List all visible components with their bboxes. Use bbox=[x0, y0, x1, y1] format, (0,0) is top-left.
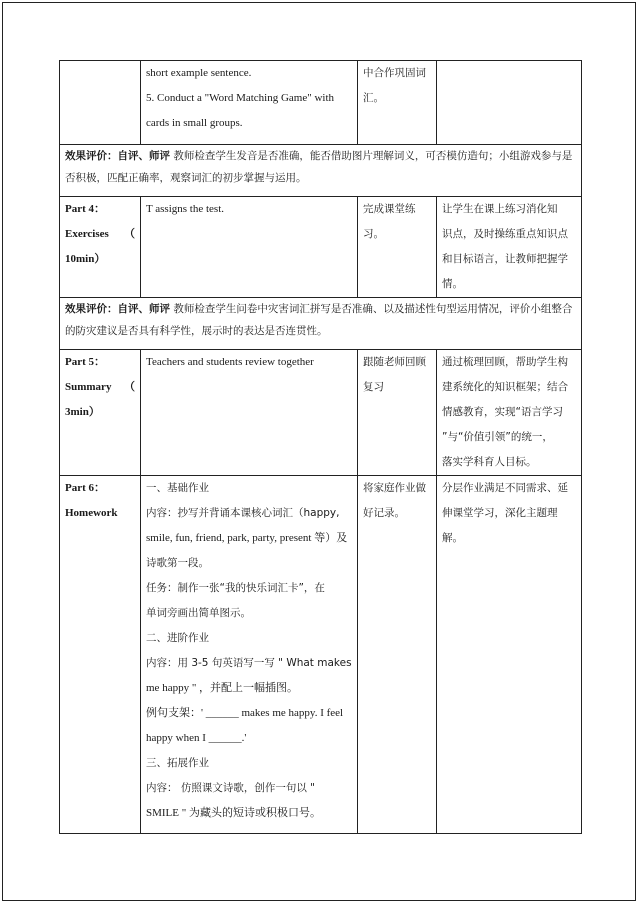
purpose-line: 解。 bbox=[442, 532, 463, 544]
part-number: Part 6： bbox=[65, 482, 106, 494]
part-cell-empty bbox=[60, 61, 141, 145]
purpose-cell bbox=[437, 476, 582, 834]
student-cell bbox=[358, 476, 437, 834]
purpose-line: 伸课堂学习，深化主题理 bbox=[442, 507, 558, 519]
activity-line: 内容： 仿照课文诗歌，创作一句以 " bbox=[146, 782, 316, 794]
table-row-part-4 bbox=[60, 197, 582, 298]
activity-line: me happy " ，并配上一幅插图。 bbox=[146, 682, 299, 694]
student-line: 复习 bbox=[363, 381, 384, 393]
purpose-line: ”与“价值引领”的统一， bbox=[442, 431, 553, 443]
purpose-line: 落实学科育人目标。 bbox=[442, 456, 537, 468]
evaluation-cell bbox=[60, 145, 582, 197]
purpose-line: 识点，及时操练重点知识点 bbox=[442, 228, 568, 240]
activity-cell bbox=[141, 476, 358, 834]
student-line: 将家庭作业做 bbox=[363, 482, 426, 494]
purpose-cell bbox=[437, 61, 582, 145]
part-duration: 3min） bbox=[65, 406, 100, 418]
part-name: Homework bbox=[65, 507, 118, 519]
activity-line: 任务：制作一张“我的快乐词汇卡”，在 bbox=[146, 582, 325, 594]
student-line: 中合作巩固词 bbox=[363, 67, 426, 79]
activity-line: 内容：用 3-5 句英语写一写 " What makes bbox=[146, 657, 352, 669]
part-name-row bbox=[65, 222, 135, 247]
purpose-cell bbox=[437, 197, 582, 298]
evaluation-text: 教师检查学生问卷中灾害词汇拼写是否准确、以及描述性句型运用情况，评价小组整合的防灾建议是否具有科学性，展示时的表达是否连贯性。 bbox=[65, 303, 573, 337]
activity-line: cards in small groups. bbox=[146, 117, 243, 129]
activity-line: SMILE " 为藏头的短诗或积极口号。 bbox=[146, 807, 321, 819]
part-paren: （ bbox=[124, 228, 135, 240]
student-cell bbox=[358, 61, 437, 145]
part-name-row bbox=[65, 375, 135, 400]
purpose-cell bbox=[437, 350, 582, 476]
student-line: 习。 bbox=[363, 228, 384, 240]
purpose-line: 通过梳理回顾，帮助学生构 bbox=[442, 356, 568, 368]
activity-line: 诗歌第一段。 bbox=[146, 557, 209, 569]
student-line: 完成课堂练 bbox=[363, 203, 416, 215]
activity-line: 5. Conduct a "Word Matching Game" with bbox=[146, 92, 335, 104]
part-number: Part 5： bbox=[65, 356, 106, 368]
part-name: Summary bbox=[65, 381, 112, 393]
purpose-line: 情感教育，实现“语言学习 bbox=[442, 406, 563, 418]
student-line: 好记录。 bbox=[363, 507, 405, 519]
purpose-line: 分层作业满足不同需求、延 bbox=[442, 482, 568, 494]
part-cell bbox=[60, 197, 141, 298]
student-cell bbox=[358, 350, 437, 476]
part-paren: （ bbox=[124, 381, 135, 393]
purpose-line: 和目标语言，让教师把握学 bbox=[442, 253, 568, 265]
student-line: 跟随老师回顾 bbox=[363, 356, 426, 368]
part-cell bbox=[60, 350, 141, 476]
part-name: Exercises bbox=[65, 228, 109, 240]
activity-line: 二、进阶作业 bbox=[146, 632, 209, 644]
evaluation-row-1 bbox=[60, 145, 582, 197]
evaluation-row-2 bbox=[60, 298, 582, 350]
activity-line: 三、拓展作业 bbox=[146, 757, 209, 769]
activity-line: 内容：抄写并背诵本课核心词汇（happy, bbox=[146, 507, 340, 519]
part-number: Part 4： bbox=[65, 203, 106, 215]
lesson-plan-table bbox=[59, 60, 582, 834]
part-duration: 10min） bbox=[65, 253, 106, 265]
student-line: 汇。 bbox=[363, 92, 384, 104]
part-cell bbox=[60, 476, 141, 834]
activity-line: 例句支架：' ______ makes me happy. I feel bbox=[146, 707, 344, 719]
activity-line: smile, fun, friend, park, party, present 等）及 bbox=[146, 532, 348, 544]
activity-line: short example sentence. bbox=[146, 67, 252, 79]
purpose-line: 情。 bbox=[442, 278, 463, 290]
evaluation-text: 教师检查学生发音是否准确，能否借助图片理解词义，可否模仿造句；小组游戏参与是否积极，匹配正确率，观察词汇的初步掌握与运用。 bbox=[65, 150, 573, 184]
purpose-line: 让学生在课上练习消化知 bbox=[442, 203, 558, 215]
evaluation-label: 效果评价：自评、师评 bbox=[65, 303, 170, 315]
activity-line: 单词旁画出简单图示。 bbox=[146, 607, 251, 619]
activity-cell: Teachers and students review together bbox=[141, 350, 358, 476]
table-row-continuation bbox=[60, 61, 582, 145]
table-row-part-5 bbox=[60, 350, 582, 476]
evaluation-label: 效果评价：自评、师评 bbox=[65, 150, 170, 162]
student-cell bbox=[358, 197, 437, 298]
purpose-line: 建系统化的知识框架；结合 bbox=[442, 381, 568, 393]
activity-line: 一、基础作业 bbox=[146, 482, 209, 494]
activity-cell bbox=[141, 61, 358, 145]
evaluation-cell bbox=[60, 298, 582, 350]
activity-line: happy when I ______.' bbox=[146, 732, 247, 744]
activity-cell: T assigns the test. bbox=[141, 197, 358, 298]
table-row-part-6 bbox=[60, 476, 582, 834]
